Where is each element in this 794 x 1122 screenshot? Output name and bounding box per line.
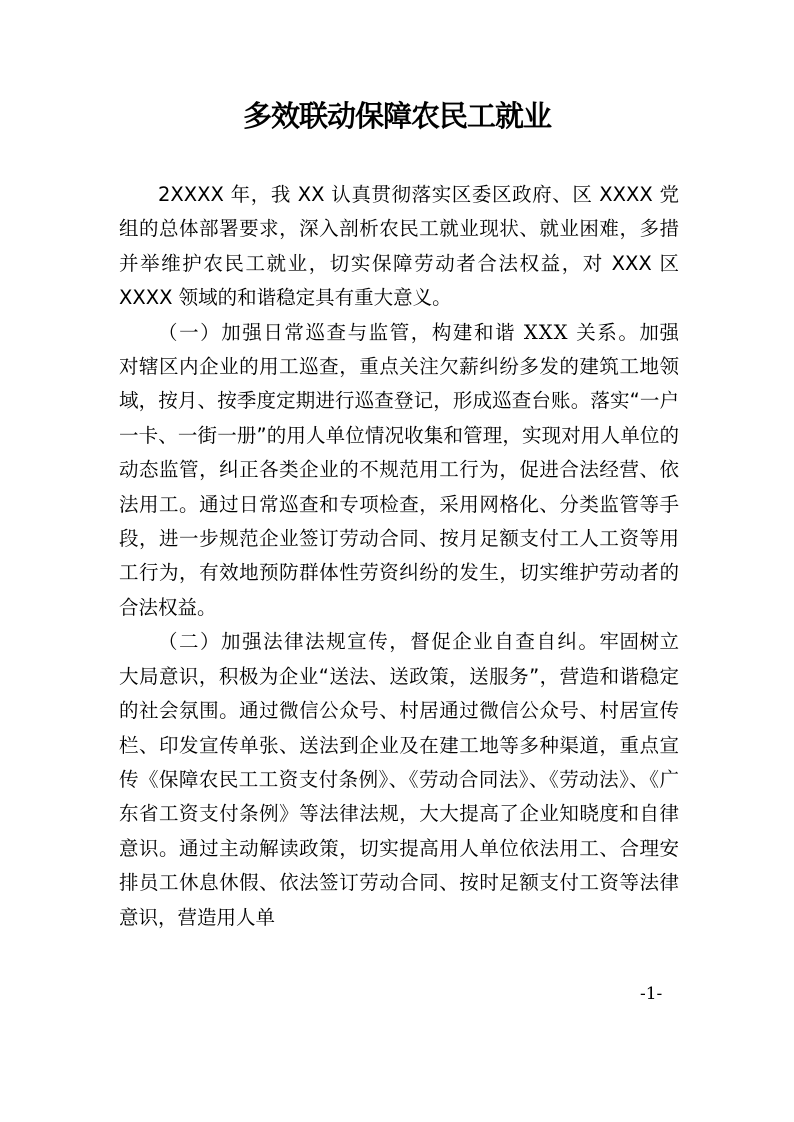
paragraph-intro — [119, 178, 679, 316]
section-2-heading: （二）加强法律法规宣传，督促企业自查自纠。 — [158, 630, 600, 654]
document-body — [119, 178, 679, 935]
paragraph-section-1 — [119, 316, 679, 626]
paragraph-section-2 — [119, 625, 679, 935]
section-1-heading: （一）加强日常巡查与监管，构建和谐 XXX 关系。 — [158, 320, 640, 344]
section-2-text: 牢固树立大局意识，积极为企业“送法、送政策，送服务”，营造和谐稳定的社会氛围。通过微信公众号、村居通过微信公众号、村居宣传栏、印发宣传单张、送法到企业及在建工地等多种渠道，重点宣传《保障农民工工资支付条例》、《劳动合同法》、《劳动法》、《广东省工资支付条例》等法律法规，大大提高了企业知晓度和自律意识。通过主动解读政策，切实提高用人单位依法用工、合理安排员工休息休假、依法签订劳动合同、按时足额支付工资等法律意识，营造用人单 — [119, 630, 679, 929]
section-1-text: 加强对辖区内企业的用工巡查，重点关注欠薪纠纷多发的建筑工地领域，按月、按季度定期进行巡查登记，形成巡查台账。落实“一户一卡、一街一册”的用人单位情况收集和管理，实现对用人单位的动态监管，纠正各类企业的不规范用工行为，促进合法经营、依法用工。通过日常巡查和专项检查，采用网格化、分类监管等手段，进一步规范企业签订劳动合同、按月足额支付工人工资等用工行为，有效地预防群体性劳资纠纷的发生，切实维护劳动者的合法权益。 — [119, 320, 679, 619]
document-title: 多效联动保障农民工就业 — [242, 99, 551, 133]
paragraph-intro-text: 2XXXX 年，我 XX 认真贯彻落实区委区政府、区 XXXX 党组的总体部署要求，深入剖析农民工就业现状、就业困难，多措并举维护农民工就业，切实保障劳动者合法权益，对 XXX 区 XXXX 领域的和谐稳定具有重大意义。 — [119, 183, 679, 310]
page-number: -1- — [640, 984, 663, 1004]
